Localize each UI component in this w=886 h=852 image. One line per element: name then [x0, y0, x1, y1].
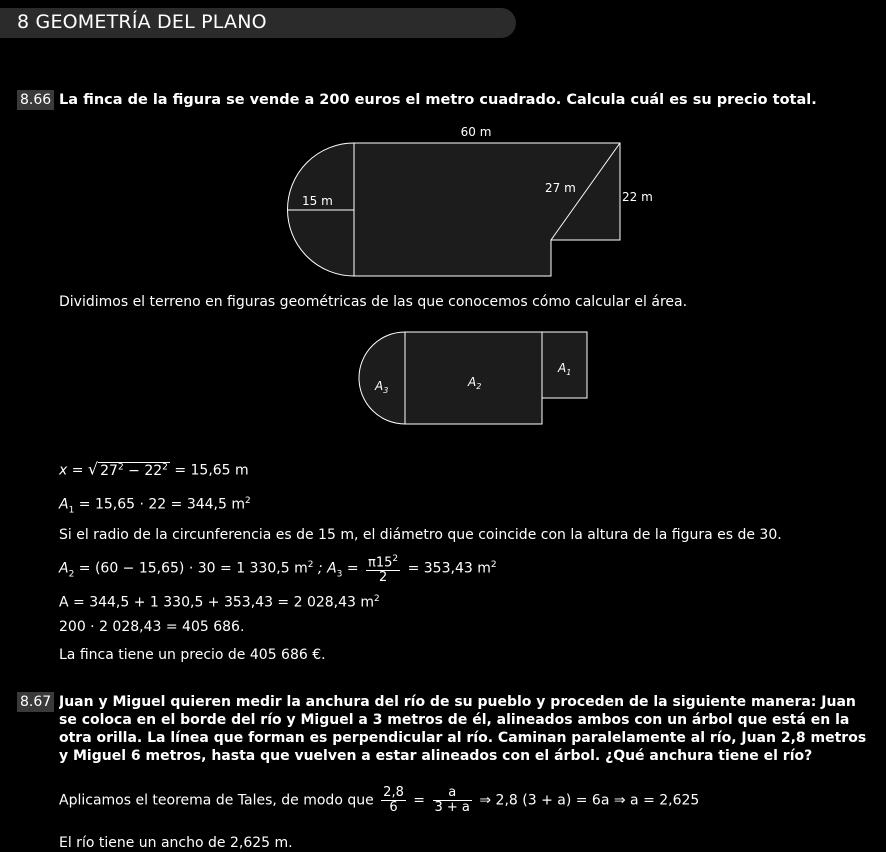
equation-a2-a3: $A_2 = (60 - 15,65) \cdot 30 = 1$ 330,5 $m^2$ ; $A_3$ = $\frac{\pi 15^2}{2}$ = 353,43 $m^2$ — [59, 554, 497, 586]
label-a3: $A_3$ — [375, 379, 389, 395]
label-a2: $A_2$ — [468, 375, 482, 391]
statement-line: y Miguel 6 metros, hasta que vuelven a estar alineados con el árbol. ¿Qué anchura tiene el río? — [59, 748, 813, 764]
statement-line: otra orilla. La línea que forman es perpendicular al río. Caminan paralelamente al río, Juan 2,8 metros — [59, 730, 867, 746]
exercise-867-statement — [59, 693, 885, 765]
equation-a1: $A_1 = 15,65 \cdot 22 = 344,5$ $m^2$ — [59, 496, 251, 516]
equation-price: 200 · 2 028,43 = 405 686. — [59, 619, 245, 635]
label-15m: 15 m — [302, 194, 333, 208]
equation-x: x = √ $27^2 - 22^2 = 15,65$ m — [59, 459, 249, 479]
semicircle-a3 — [359, 332, 405, 424]
statement-line: Juan y Miguel quieren medir la anchura del río de su pueblo y proceden de la siguiente manera: Juan — [59, 694, 856, 710]
label-60m: 60 m — [460, 125, 492, 139]
exercise-866-statement: La finca de la figura se vende a 200 euros el metro cuadrado. Calcula cuál es su precio total. — [59, 92, 817, 108]
label-22m: 22 m — [622, 190, 653, 204]
radius-note: Si el radio de la circunferencia es de 15 m, el diámetro que coincide con la altura de la figura es de 30. — [59, 527, 782, 543]
land-figure — [280, 118, 660, 283]
label-a1: $A_1$ — [558, 361, 572, 377]
decomposed-figure — [355, 328, 595, 430]
label-27m: 27 m — [545, 181, 576, 195]
exercise-number-866: 8.66 — [17, 90, 54, 110]
conclusion-866: La finca tiene un precio de 405 686 €. — [59, 647, 326, 663]
statement-line: se coloca en el borde del río y Miguel a 3 metros de él, alineados ambos con un árbol que está en la — [59, 712, 850, 728]
exercise-number-867: 8.67 — [17, 692, 54, 712]
equation-total-area: A = 344,5 + 1 330,5 + 353,43 = 2 028,43 $m^2$ — [59, 594, 380, 611]
conclusion-867: El río tiene un ancho de 2,625 m. — [59, 835, 293, 851]
tales-equation: Aplicamos el teorema de Tales, de modo que $\frac{2,8}{6}$ = $\frac{a}{3 + a}$ ⇒ 2,8 (3 + a) = 6a ⇒ a = 2,625 — [59, 785, 700, 815]
decomposition-intro: Dividimos el terreno en figuras geométricas de las que conocemos cómo calcular el área. — [59, 294, 688, 310]
chapter-title: 8 GEOMETRÍA DEL PLANO — [17, 11, 267, 33]
